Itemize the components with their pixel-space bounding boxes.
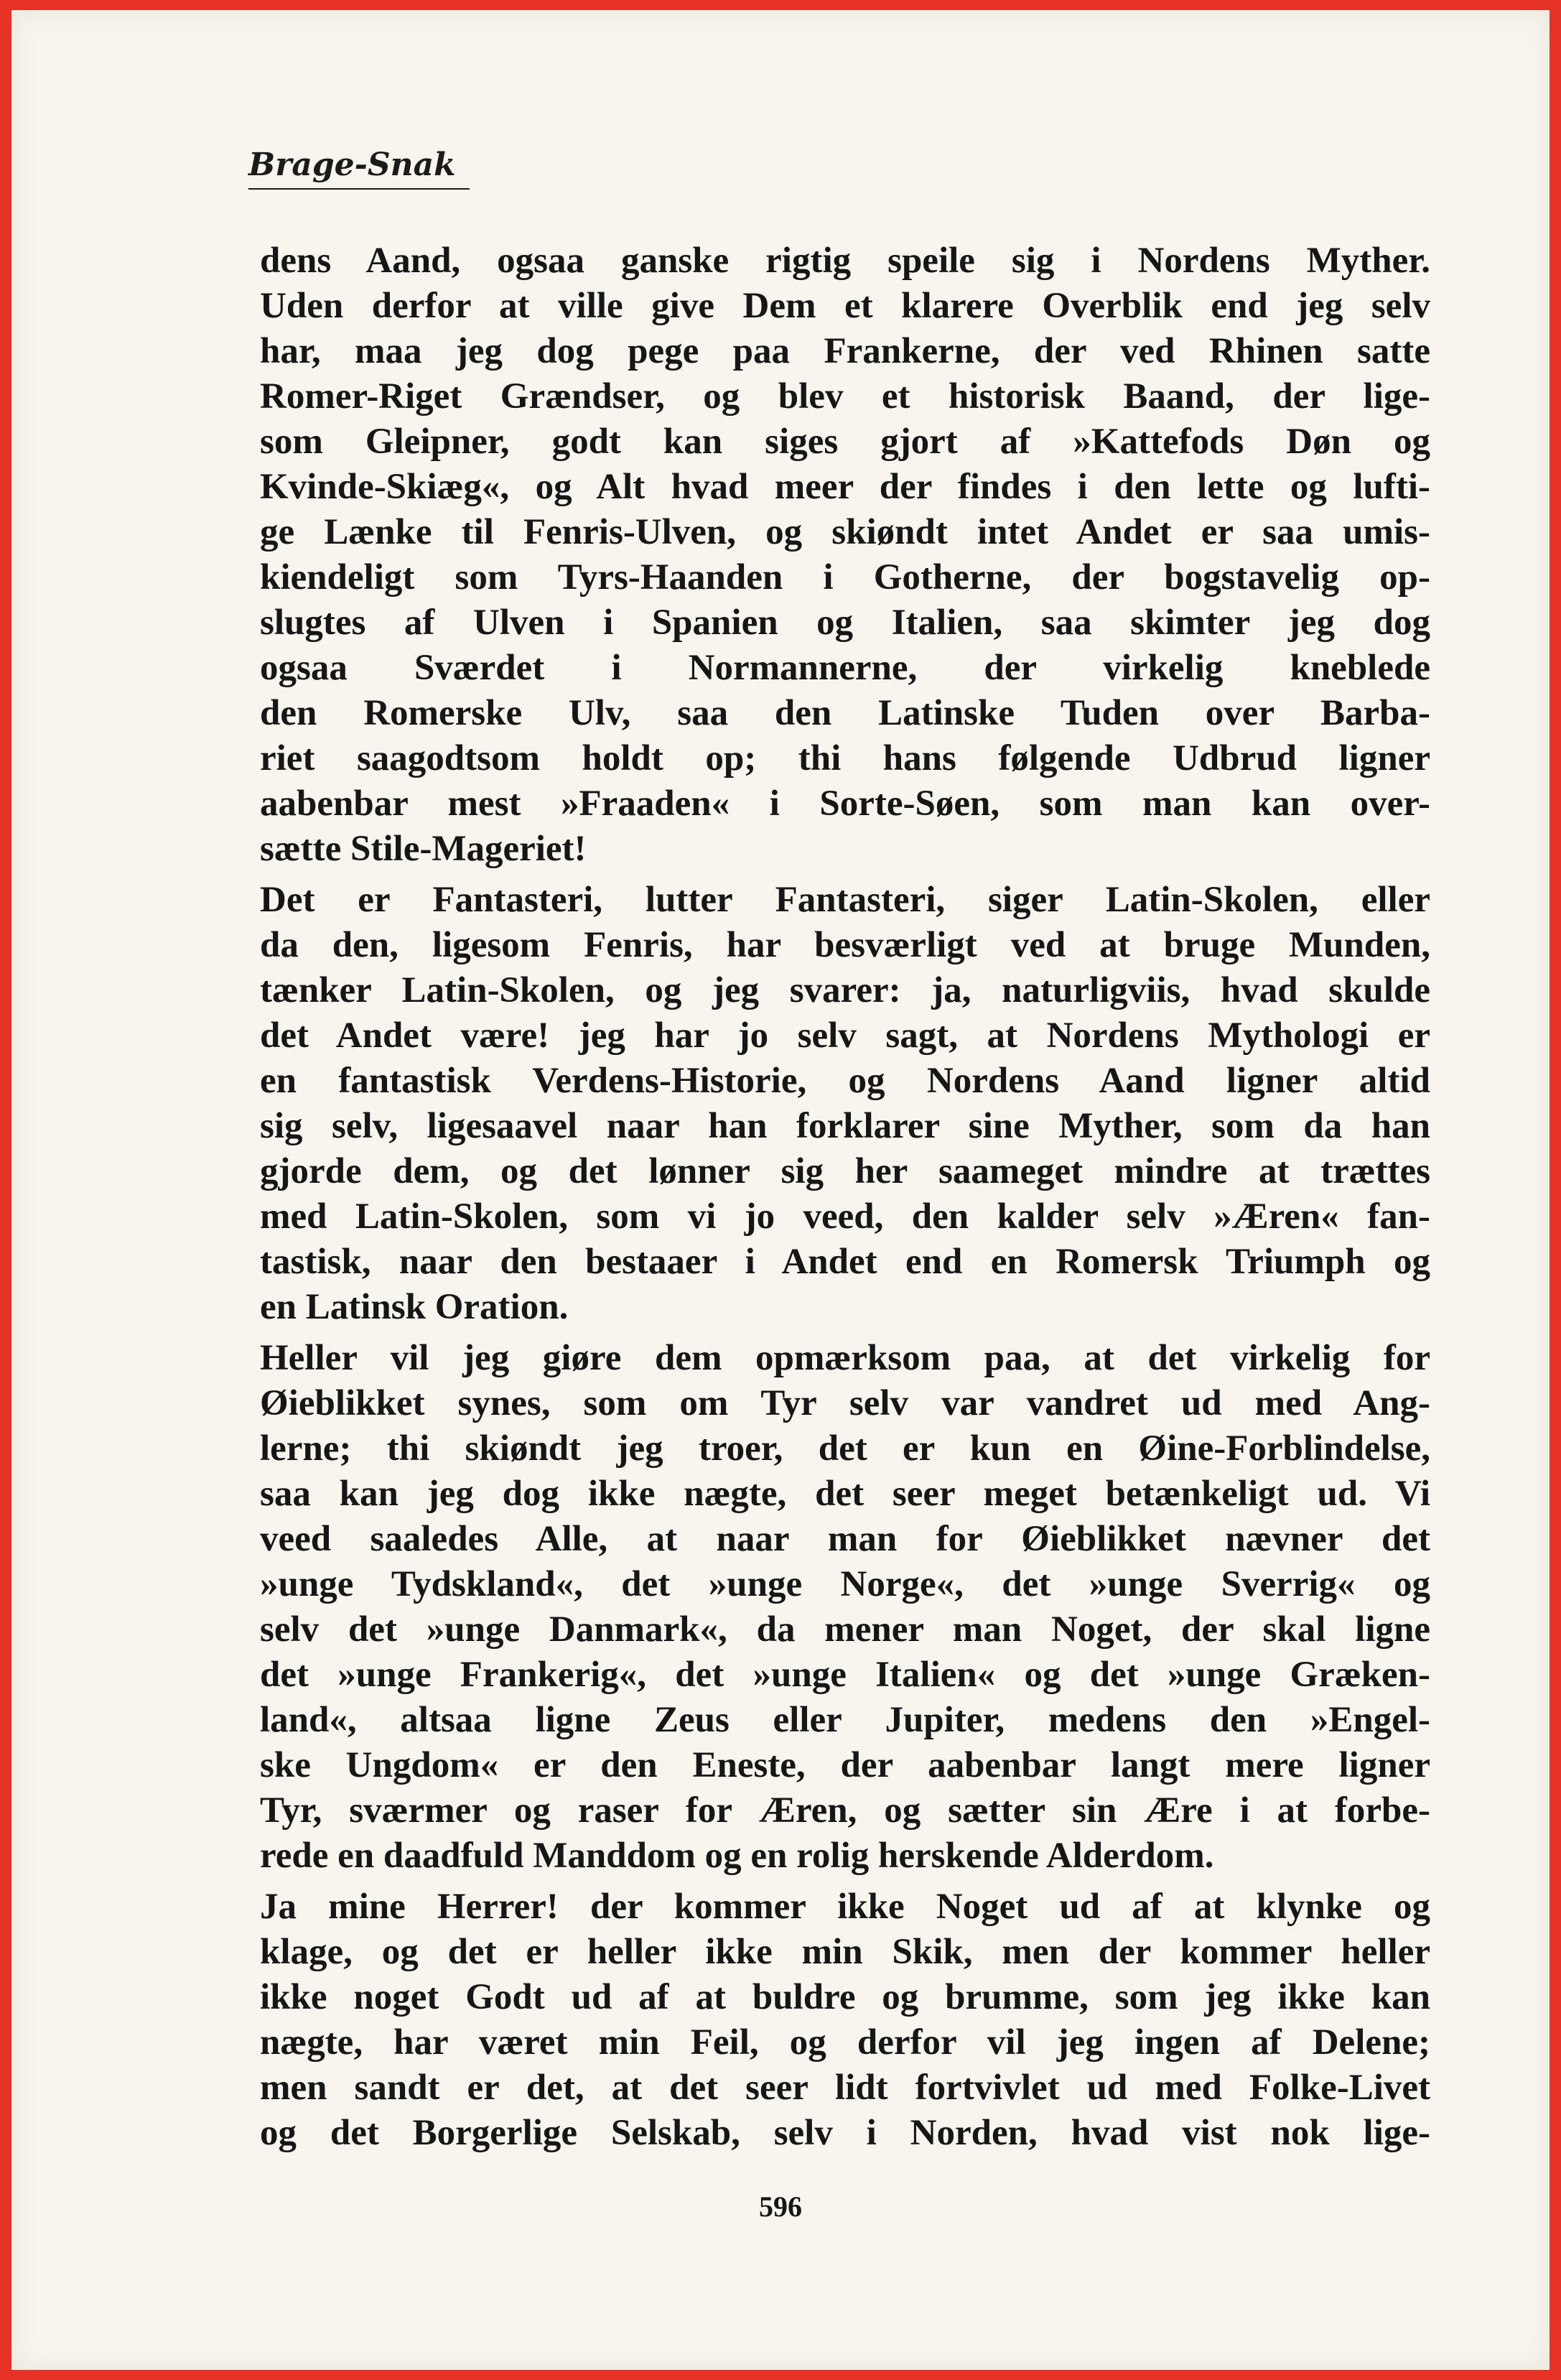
- paragraph-start-line: Det er Fantasteri, lutter Fantasteri, siger Latin-Skolen, eller: [260, 880, 1430, 920]
- text-line: gjorde dem, og det lønner sig her saameget mindre at trættes: [260, 1151, 1430, 1191]
- text-line: ske Ungdom« er den Eneste, der aabenbar langt mere ligner: [260, 1745, 1430, 1785]
- text-line: men sandt er det, at det seer lidt fortvivlet ud med Folke-Livet: [260, 2068, 1430, 2108]
- text-line: en fantastisk Verdens-Historie, og Nordens Aand ligner altid: [260, 1061, 1430, 1101]
- text-line: klage, og det er heller ikke min Skik, men der kommer heller: [260, 1932, 1430, 1972]
- text-line: tastisk, naar den bestaaer i Andet end en Romersk Triumph og: [260, 1242, 1430, 1282]
- text-line: nægte, har været min Feil, og derfor vil jeg ingen af Delene;: [260, 2022, 1430, 2063]
- text-line: ogsaa Sværdet i Normannerne, der virkelig kneblede: [260, 648, 1430, 688]
- page-number: 596: [759, 2190, 802, 2223]
- text-line: lerne; thi skiøndt jeg troer, det er kun en Øine-Forblindelse,: [260, 1428, 1430, 1469]
- text-line: slugtes af Ulven i Spanien og Italien, saa skimter jeg dog: [260, 603, 1430, 643]
- text-line: kiendeligt som Tyrs-Haanden i Gotherne, der bogstavelig op-: [260, 557, 1430, 598]
- text-line: Tyr, sværmer og raser for Æren, og sætter sin Ære i at forbe-: [260, 1790, 1430, 1831]
- text-line: som Gleipner, godt kan siges gjort af »Kattefods Døn og: [260, 422, 1430, 462]
- running-head-rule: [248, 188, 470, 190]
- body-text: [260, 238, 1430, 2156]
- text-line: og det Borgerlige Selskab, selv i Norden, hvad vist nok lige-: [260, 2113, 1430, 2153]
- paragraph-start-line: Heller vil jeg giøre dem opmærksom paa, at det virkelig for: [260, 1338, 1430, 1378]
- text-line: Kvinde-Skiæg«, og Alt hvad meer der findes i den lette og lufti-: [260, 467, 1430, 507]
- running-head: Brage-Snak: [248, 147, 456, 183]
- text-line: det »unge Frankerig«, det »unge Italien« og det »unge Græken-: [260, 1655, 1430, 1695]
- text-line: Øieblikket synes, som om Tyr selv var vandret ud med Ang-: [260, 1383, 1430, 1423]
- paragraph-start-line: Ja mine Herrer! der kommer ikke Noget ud af at klynke og: [260, 1887, 1430, 1927]
- text-line: rede en daadfuld Manddom og en rolig herskende Alderdom.: [260, 1836, 1214, 1876]
- text-line: da den, ligesom Fenris, har besværligt ved at bruge Munden,: [260, 925, 1430, 965]
- text-line: dens Aand, ogsaa ganske rigtig speile sig i Nordens Myther.: [260, 241, 1430, 281]
- text-line: ge Lænke til Fenris-Ulven, og skiøndt intet Andet er saa umis-: [260, 512, 1430, 552]
- text-line: Uden derfor at ville give Dem et klarere Overblik end jeg selv: [260, 286, 1430, 326]
- text-line: tænker Latin-Skolen, og jeg svarer: ja, naturligviis, hvad skulde: [260, 970, 1430, 1010]
- text-line: selv det »unge Danmark«, da mener man Noget, der skal ligne: [260, 1609, 1430, 1650]
- text-line: riet saagodtsom holdt op; thi hans følgende Udbrud ligner: [260, 738, 1430, 778]
- book-page: [11, 10, 1550, 2370]
- text-line: Romer-Riget Grændser, og blev et historisk Baand, der lige-: [260, 376, 1430, 417]
- text-line: den Romerske Ulv, saa den Latinske Tuden over Barba-: [260, 693, 1430, 733]
- text-line: sætte Stile-Mageriet!: [260, 829, 587, 869]
- text-line: land«, altsaa ligne Zeus eller Jupiter, medens den »Engel-: [260, 1700, 1430, 1740]
- text-line: ikke noget Godt ud af at buldre og brumme, som jeg ikke kan: [260, 1977, 1430, 2017]
- text-line: med Latin-Skolen, som vi jo veed, den kalder selv »Æren« fan-: [260, 1196, 1430, 1237]
- text-line: det Andet være! jeg har jo selv sagt, at Nordens Mythologi er: [260, 1015, 1430, 1056]
- text-line: veed saaledes Alle, at naar man for Øieblikket nævner det: [260, 1519, 1430, 1559]
- text-line: sig selv, ligesaavel naar han forklarer sine Myther, som da han: [260, 1106, 1430, 1146]
- text-line: en Latinsk Oration.: [260, 1287, 569, 1327]
- text-line: saa kan jeg dog ikke nægte, det seer meget betænkeligt ud. Vi: [260, 1474, 1430, 1514]
- text-line: aabenbar mest »Fraaden« i Sorte-Søen, som man kan over-: [260, 784, 1430, 824]
- text-line: har, maa jeg dog pege paa Frankerne, der ved Rhinen satte: [260, 331, 1430, 371]
- text-line: »unge Tydskland«, det »unge Norge«, det »unge Sverrig« og: [260, 1564, 1430, 1604]
